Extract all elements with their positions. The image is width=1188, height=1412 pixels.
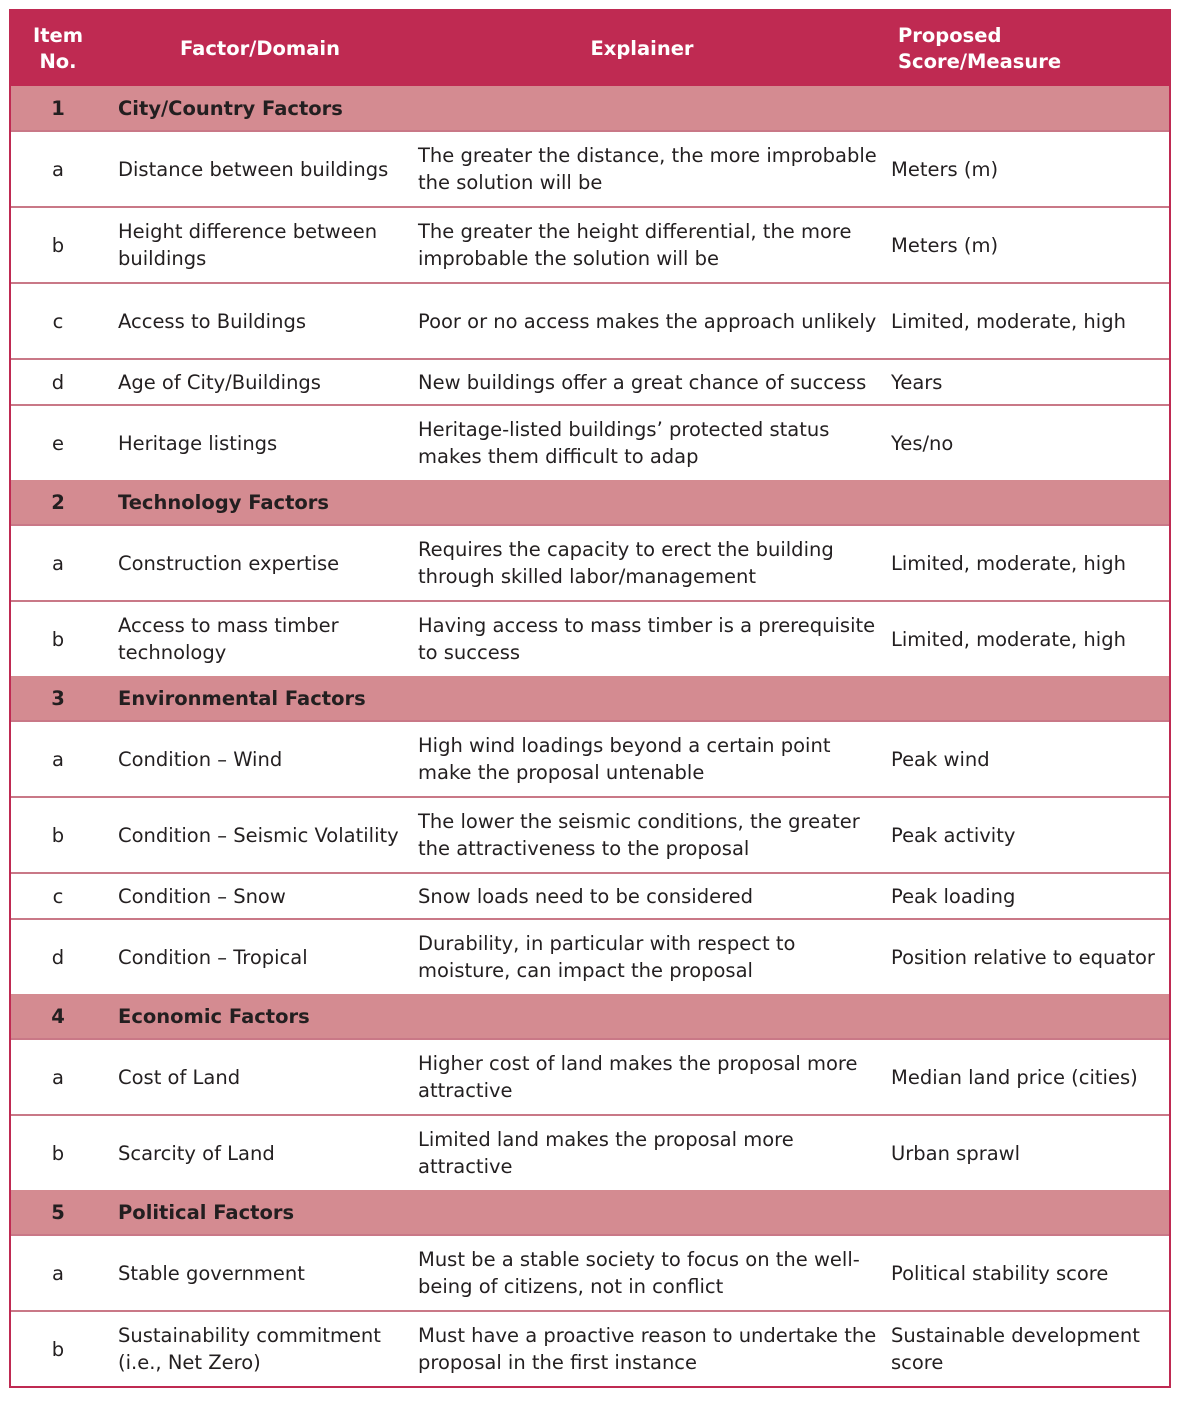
section-title: City/Country Factors <box>105 86 1169 131</box>
section-title: Technology Factors <box>105 480 1169 525</box>
factor-cell: Access to mass timber technology <box>105 601 410 676</box>
table-row <box>11 797 1169 873</box>
explainer-cell: Higher cost of land makes the proposal more attractive <box>410 1039 884 1115</box>
explainer-cell: Must have a proactive reason to undertake the proposal in the first instance <box>410 1311 884 1386</box>
measure-cell: Meters (m) <box>884 207 1169 283</box>
section-number: 2 <box>11 480 105 525</box>
factor-table <box>11 11 1169 1386</box>
item-id: a <box>11 525 105 601</box>
header-factor: Factor/Domain <box>105 11 410 86</box>
table-row <box>11 1311 1169 1386</box>
item-id: c <box>11 873 105 919</box>
measure-cell: Limited, moderate, high <box>884 601 1169 676</box>
item-id: c <box>11 283 105 359</box>
header-item-no: Item No. <box>11 11 105 86</box>
explainer-cell: High wind loadings beyond a certain point make the proposal untenable <box>410 721 884 797</box>
factor-cell: Distance between buildings <box>105 131 410 207</box>
table-row <box>11 525 1169 601</box>
header-row <box>11 11 1169 86</box>
section-row <box>11 676 1169 721</box>
item-id: d <box>11 359 105 405</box>
factor-table-frame <box>9 9 1171 1388</box>
table-row <box>11 359 1169 405</box>
factor-cell: Scarcity of Land <box>105 1115 410 1190</box>
table-row <box>11 405 1169 480</box>
section-title: Political Factors <box>105 1190 1169 1235</box>
section-number: 3 <box>11 676 105 721</box>
measure-cell: Meters (m) <box>884 131 1169 207</box>
item-id: b <box>11 797 105 873</box>
factor-cell: Cost of Land <box>105 1039 410 1115</box>
measure-cell: Urban sprawl <box>884 1115 1169 1190</box>
factor-cell: Condition – Seismic Volatility <box>105 797 410 873</box>
measure-cell: Yes/no <box>884 405 1169 480</box>
table-row <box>11 601 1169 676</box>
item-id: b <box>11 1115 105 1190</box>
explainer-cell: The greater the height differential, the more improbable the solution will be <box>410 207 884 283</box>
item-id: e <box>11 405 105 480</box>
measure-cell: Sustainable development score <box>884 1311 1169 1386</box>
factor-cell: Heritage listings <box>105 405 410 480</box>
explainer-cell: Having access to mass timber is a prerequisite to success <box>410 601 884 676</box>
section-number: 5 <box>11 1190 105 1235</box>
table-row <box>11 721 1169 797</box>
section-number: 4 <box>11 994 105 1039</box>
factor-cell: Access to Buildings <box>105 283 410 359</box>
measure-cell: Median land price (cities) <box>884 1039 1169 1115</box>
explainer-cell: The greater the distance, the more improbable the solution will be <box>410 131 884 207</box>
table-row <box>11 919 1169 994</box>
item-id: a <box>11 1235 105 1311</box>
section-number: 1 <box>11 86 105 131</box>
explainer-cell: Durability, in particular with respect to moisture, can impact the proposal <box>410 919 884 994</box>
item-id: b <box>11 601 105 676</box>
factor-cell: Height difference between buildings <box>105 207 410 283</box>
section-row <box>11 86 1169 131</box>
measure-cell: Limited, moderate, high <box>884 283 1169 359</box>
measure-cell: Political stability score <box>884 1235 1169 1311</box>
table-row <box>11 131 1169 207</box>
item-id: d <box>11 919 105 994</box>
table-row <box>11 1235 1169 1311</box>
section-row <box>11 480 1169 525</box>
item-id: b <box>11 1311 105 1386</box>
explainer-cell: The lower the seismic conditions, the greater the attractiveness to the proposal <box>410 797 884 873</box>
measure-cell: Peak loading <box>884 873 1169 919</box>
table-row <box>11 873 1169 919</box>
factor-cell: Condition – Tropical <box>105 919 410 994</box>
measure-cell: Peak wind <box>884 721 1169 797</box>
item-id: b <box>11 207 105 283</box>
item-id: a <box>11 1039 105 1115</box>
explainer-cell: New buildings offer a great chance of success <box>410 359 884 405</box>
factor-cell: Condition – Wind <box>105 721 410 797</box>
header-measure: Proposed Score/Measure <box>884 11 1169 86</box>
explainer-cell: Heritage-listed buildings’ protected status makes them difficult to adap <box>410 405 884 480</box>
item-id: a <box>11 131 105 207</box>
factor-cell: Stable government <box>105 1235 410 1311</box>
explainer-cell: Must be a stable society to focus on the well-being of citizens, not in conflict <box>410 1235 884 1311</box>
table-row <box>11 207 1169 283</box>
factor-cell: Construction expertise <box>105 525 410 601</box>
section-row <box>11 994 1169 1039</box>
explainer-cell: Snow loads need to be considered <box>410 873 884 919</box>
table-body <box>11 86 1169 1386</box>
section-title: Economic Factors <box>105 994 1169 1039</box>
explainer-cell: Poor or no access makes the approach unlikely <box>410 283 884 359</box>
measure-cell: Peak activity <box>884 797 1169 873</box>
measure-cell: Position relative to equator <box>884 919 1169 994</box>
section-row <box>11 1190 1169 1235</box>
measure-cell: Years <box>884 359 1169 405</box>
item-id: a <box>11 721 105 797</box>
factor-cell: Condition – Snow <box>105 873 410 919</box>
header-explainer: Explainer <box>410 11 884 86</box>
table-row <box>11 1115 1169 1190</box>
table-row <box>11 283 1169 359</box>
factor-cell: Age of City/Buildings <box>105 359 410 405</box>
explainer-cell: Requires the capacity to erect the building through skilled labor/management <box>410 525 884 601</box>
factor-cell: Sustainability commitment (i.e., Net Zero) <box>105 1311 410 1386</box>
table-row <box>11 1039 1169 1115</box>
section-title: Environmental Factors <box>105 676 1169 721</box>
explainer-cell: Limited land makes the proposal more attractive <box>410 1115 884 1190</box>
measure-cell: Limited, moderate, high <box>884 525 1169 601</box>
